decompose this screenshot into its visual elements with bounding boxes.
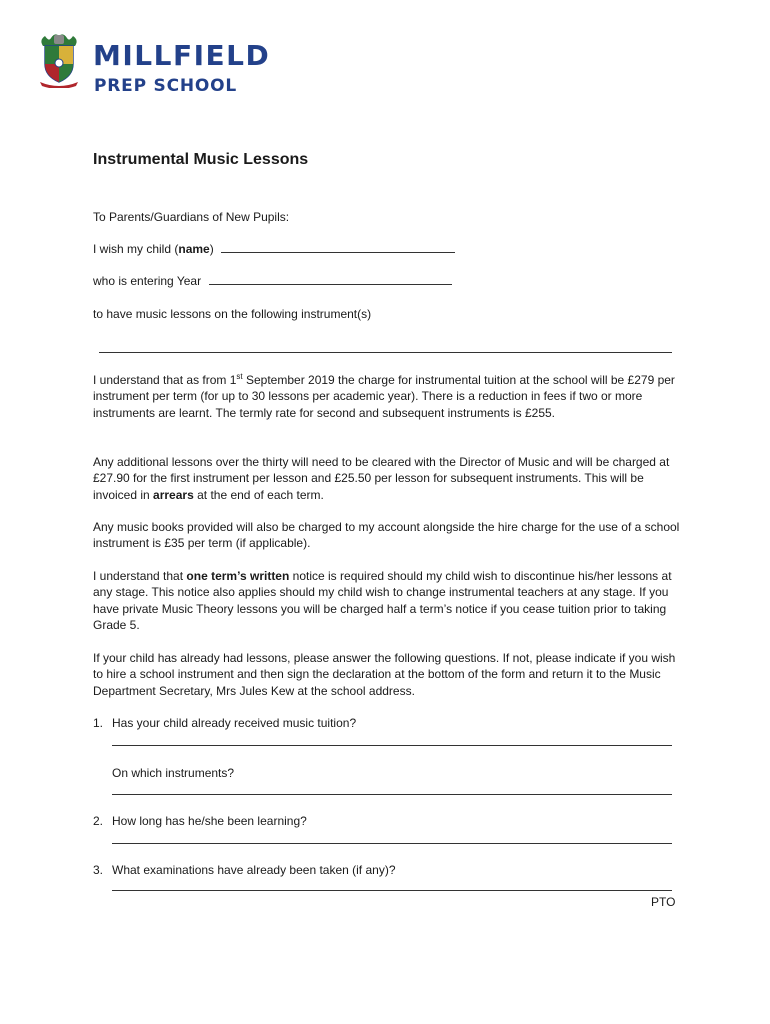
child-name-suffix: ) bbox=[209, 242, 214, 256]
child-name-prefix: I wish my child ( bbox=[93, 242, 179, 256]
p2-text-b: at the end of each term. bbox=[193, 487, 324, 502]
p1-text-a: I understand that as from 1 bbox=[93, 373, 237, 387]
answer-field-1[interactable] bbox=[112, 745, 672, 746]
paragraph-notice bbox=[93, 568, 683, 634]
question-number: 3. bbox=[93, 863, 104, 877]
p4-text-a: I understand that bbox=[93, 569, 187, 583]
page-title: Instrumental Music Lessons bbox=[93, 151, 309, 168]
brand-subtitle: PREP SCHOOL bbox=[94, 76, 238, 96]
instrument-field[interactable] bbox=[99, 352, 672, 353]
p1-superscript: st bbox=[236, 372, 243, 381]
year-row bbox=[93, 273, 452, 289]
question-text: Has your child already received music tuition? bbox=[112, 716, 357, 730]
brand-name: MILLFIELD bbox=[93, 39, 271, 72]
question-1b bbox=[112, 765, 234, 781]
greeting: To Parents/Guardians of New Pupils: bbox=[93, 210, 290, 224]
question-1 bbox=[93, 715, 356, 731]
p2-text-a: Any additional lessons over the thirty will need to be cleared with the Director of Music and will be charged at £27.90 for the first instrument per lesson and £25.50 per lesson for subsequent instruments. This will be invoiced in bbox=[93, 455, 670, 502]
year-field[interactable] bbox=[209, 274, 452, 285]
instrument-label: to have music lessons on the following instrument(s) bbox=[93, 307, 372, 321]
answer-field-2[interactable] bbox=[112, 843, 672, 844]
child-name-field[interactable] bbox=[221, 242, 455, 253]
child-name-bold: name bbox=[178, 242, 210, 256]
question-text: On which instruments? bbox=[112, 766, 235, 780]
paragraph-fees bbox=[93, 372, 683, 421]
p5-text: If your child has already had lessons, please answer the following questions. If not, please indicate if you wish to hire a school instrument and then sign the declaration at the bottom of the form and return it to the Music Department Secretary, Mrs Jules Kew at the school address. bbox=[93, 651, 676, 698]
question-number: 2. bbox=[93, 814, 104, 828]
child-name-row bbox=[93, 241, 455, 257]
question-number: 1. bbox=[93, 716, 104, 730]
school-logo bbox=[37, 32, 287, 102]
p3-text: Any music books provided will also be charged to my account alongside the hire charge for the use of a school instrument is £35 per term (if applicable). bbox=[93, 520, 680, 551]
paragraph-music-books bbox=[93, 519, 683, 552]
paragraph-instructions bbox=[93, 650, 683, 699]
p1-text-b: September 2019 the charge for instrumental tuition at the school will be £279 per instrument per term (for up to 30 lessons per academic year). There is a reduction in fees if two or more instruments are learnt. The termly rate for second and subsequent instruments is £255. bbox=[93, 373, 675, 420]
p4-bold: one term’s written bbox=[186, 569, 290, 583]
answer-field-3[interactable] bbox=[112, 890, 672, 891]
paragraph-additional-lessons bbox=[93, 454, 683, 503]
question-3 bbox=[93, 862, 396, 878]
year-label: who is entering Year bbox=[93, 274, 202, 288]
school-crest-icon bbox=[37, 32, 81, 88]
p2-bold: arrears bbox=[153, 487, 194, 502]
question-text: How long has he/she been learning? bbox=[112, 814, 307, 828]
question-text: What examinations have already been taken (if any)? bbox=[112, 863, 396, 877]
answer-field-1b[interactable] bbox=[112, 794, 672, 795]
please-turn-over: PTO bbox=[651, 895, 676, 909]
p4-text-b: notice is required should my child wish to discontinue his/her lessons at any stage. This notice also applies should my child wish to change instrumental teachers at any stage. If you have private Music Theory lessons you will be charged half a term’s notice if you cease tuition prior to taking Grade 5. bbox=[93, 569, 672, 633]
question-2 bbox=[93, 813, 307, 829]
